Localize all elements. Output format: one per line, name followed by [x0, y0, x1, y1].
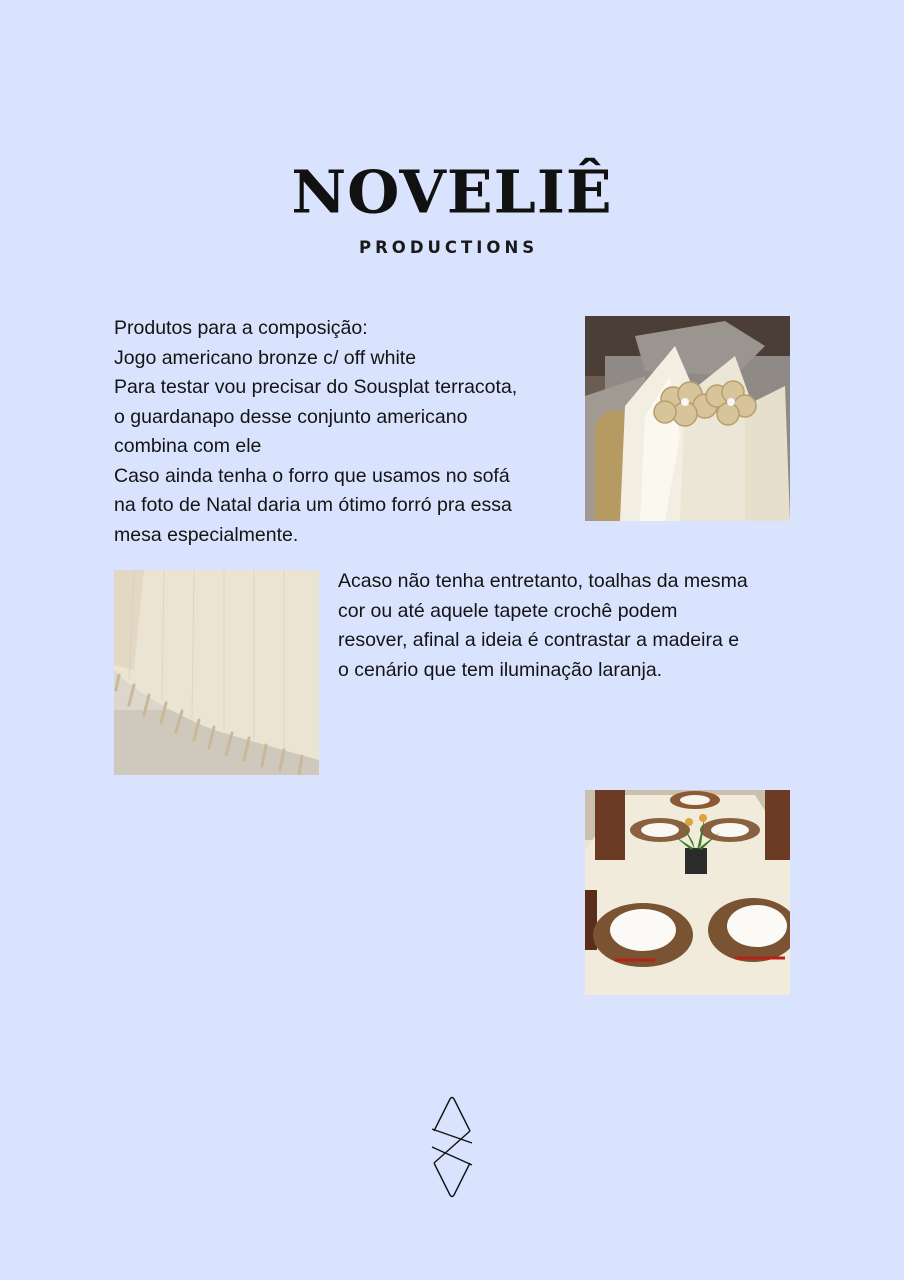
napkins-photo	[585, 316, 790, 521]
brand-logo-mark	[426, 1095, 476, 1199]
alternative-paragraph: Acaso não tenha entretanto, toalhas da mesma cor ou até aquele tapete crochê podem resover, afinal a ideia é contrastar a madeira e o cenário que tem iluminação laranja.	[338, 570, 748, 681]
table-setting-photo	[585, 790, 790, 995]
brand-title: NOVELIÊ	[291, 158, 613, 228]
brand-subtitle: PRODUCTIONS	[359, 238, 539, 257]
fringe-throw-photo	[114, 570, 319, 775]
composition-paragraph: Produtos para a composição: Jogo americano bronze c/ off white Para testar vou precisar do Sousplat terracota, o guardanapo desse conjunto americano combina com ele Caso ainda tenha o forro que usamos no sofá na foto de Natal daria um ótimo forró pra essa mesa especialmente.	[114, 317, 518, 546]
